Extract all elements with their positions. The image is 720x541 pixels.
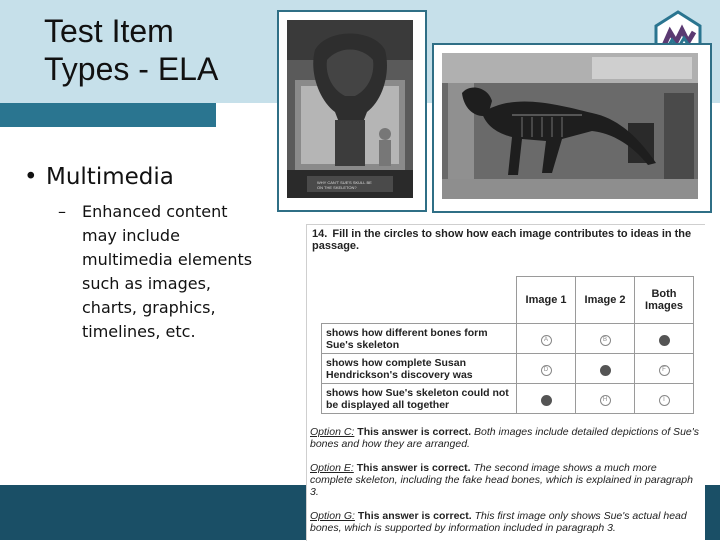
bullet-dot: • (24, 164, 38, 190)
sub-bullet-text: Enhanced content may include multimedia elements such as images, charts, graphics, timelines, etc. (82, 202, 253, 341)
row-label: shows how Sue's skeleton could not be displayed all together (322, 384, 517, 414)
explanation-option: Option G: (310, 510, 355, 522)
explanation-verdict: This answer is correct. (357, 426, 472, 438)
explanation-g (310, 510, 700, 534)
answer-circle-c[interactable]: C (659, 335, 670, 346)
row-label: shows how different bones form Sue's skeleton (322, 324, 517, 354)
skeleton-photo-image (442, 53, 702, 203)
question-text: Fill in the circles to show how each image contributes to ideas in the passage. (312, 228, 692, 252)
answer-circle-b[interactable]: B (600, 335, 611, 346)
skeleton-photo (432, 43, 712, 213)
title-line-2: Types - ELA (44, 51, 219, 87)
explanation-e (310, 462, 700, 498)
title-line-1: Test Item (44, 13, 174, 49)
slide-title (44, 12, 218, 88)
skull-photo-image (287, 20, 417, 202)
column-header: Image 2 (576, 277, 635, 324)
table-row (322, 384, 694, 414)
question-prompt (312, 228, 702, 252)
skull-photo-drawing (287, 20, 413, 198)
explanation-verdict: This answer is correct. (356, 462, 471, 474)
explanation-text: Both images include detailed depictions of Sue's bones and how they are arranged. (310, 426, 699, 450)
explanation-text: This first image only shows Sue's actual head bones, which is supported by information included in paragraph 3. (310, 510, 687, 534)
answer-circle-i[interactable]: I (659, 395, 670, 406)
question-number: 14. (312, 228, 328, 240)
test-item-panel (306, 224, 705, 541)
column-header: Image 1 (517, 277, 576, 324)
table-row (322, 354, 694, 384)
column-header: Both Images (635, 277, 694, 324)
answer-circle-e[interactable]: E (600, 365, 611, 376)
answer-circle-g[interactable]: G (541, 395, 552, 406)
explanation-option: Option E: (310, 462, 354, 474)
skeleton-photo-drawing (442, 53, 698, 199)
answer-grid-header (322, 277, 694, 324)
header-accent-strip (0, 103, 216, 127)
explanation-verdict: This answer is correct. (357, 510, 472, 522)
bullet-label: Multimedia (46, 164, 174, 190)
answer-circle-f[interactable]: F (659, 365, 670, 376)
answer-circle-d[interactable]: D (541, 365, 552, 376)
explanation-c (310, 426, 700, 450)
explanation-text: The second image shows a much more complete skeleton, including the fake head bones, which is explained in paragraph 3. (310, 462, 693, 498)
bullet-multimedia (24, 164, 174, 190)
sub-bullet-dash: – (58, 202, 66, 221)
answer-circle-h[interactable]: H (600, 395, 611, 406)
table-row (322, 324, 694, 354)
answer-circle-a[interactable]: A (541, 335, 552, 346)
grid-corner (322, 277, 517, 324)
row-label: shows how complete Susan Hendrickson's discovery was (322, 354, 517, 384)
skull-photo-caption: WHY CAN'T SUE'S SKULL BE ON THE SKELETON? (317, 180, 372, 190)
explanation-option: Option C: (310, 426, 355, 438)
skull-photo (277, 10, 427, 212)
answer-grid (321, 276, 694, 414)
